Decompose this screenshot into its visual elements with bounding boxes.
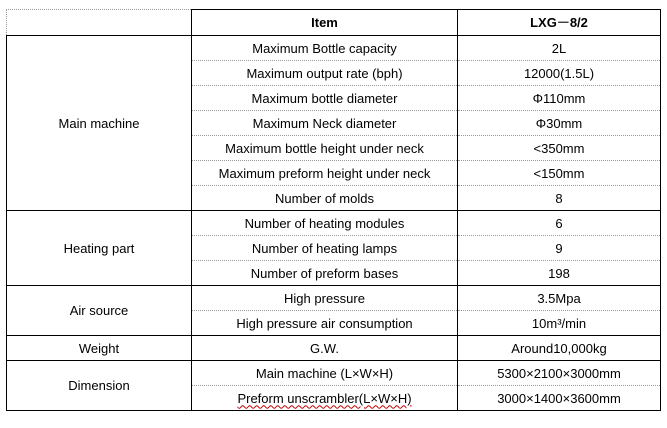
table-header-row [7, 10, 661, 36]
header-category-cell [7, 10, 192, 36]
value-cell: 6 [458, 211, 661, 236]
value-cell: <150mm [458, 161, 661, 186]
value-cell: 3.5Mpa [458, 286, 661, 311]
item-cell [192, 61, 458, 86]
item-cell: Maximum bottle height under neck [192, 136, 458, 161]
value-cell: 198 [458, 261, 661, 286]
table-row [7, 361, 661, 386]
item-cell: Number of heating lamps [192, 236, 458, 261]
item-cell: Main machine (L×W×H) [192, 361, 458, 386]
table-row [7, 286, 661, 311]
specification-table [6, 9, 661, 411]
category-weight: Weight [7, 336, 192, 361]
table-row [7, 36, 661, 61]
category-dimension: Dimension [7, 361, 192, 411]
item-cell: Maximum preform height under neck [192, 161, 458, 186]
category-air-source: Air source [7, 286, 192, 336]
header-model-cell: LXG－8/2 [458, 10, 661, 36]
item-cell: Number of molds [192, 186, 458, 211]
item-text: Preform unscrambler(L×W×H) [237, 390, 412, 406]
value-cell: 12000(1.5L) [458, 61, 661, 86]
value-cell: Around10,000kg [458, 336, 661, 361]
item-cell: Maximum bottle diameter [192, 86, 458, 111]
item-text: Maximum output rate (bph) [246, 65, 403, 81]
header-item-cell: Item [192, 10, 458, 36]
value-cell: 5300×2100×3000mm [458, 361, 661, 386]
value-cell: Φ110mm [458, 86, 661, 111]
value-cell: 2L [458, 36, 661, 61]
table-row [7, 211, 661, 236]
value-cell: 10m³/min [458, 311, 661, 336]
item-cell: High pressure air consumption [192, 311, 458, 336]
value-cell: 3000×1400×3600mm [458, 386, 661, 411]
item-cell: Number of heating modules [192, 211, 458, 236]
table-row [7, 336, 661, 361]
item-cell: High pressure [192, 286, 458, 311]
item-cell [192, 386, 458, 411]
value-cell: Φ30mm [458, 111, 661, 136]
value-cell: 8 [458, 186, 661, 211]
category-heating-part: Heating part [7, 211, 192, 286]
item-cell: G.W. [192, 336, 458, 361]
value-cell: <350mm [458, 136, 661, 161]
item-cell: Maximum Neck diameter [192, 111, 458, 136]
value-cell: 9 [458, 236, 661, 261]
item-cell: Maximum Bottle capacity [192, 36, 458, 61]
item-cell: Number of preform bases [192, 261, 458, 286]
category-main-machine: Main machine [7, 36, 192, 211]
